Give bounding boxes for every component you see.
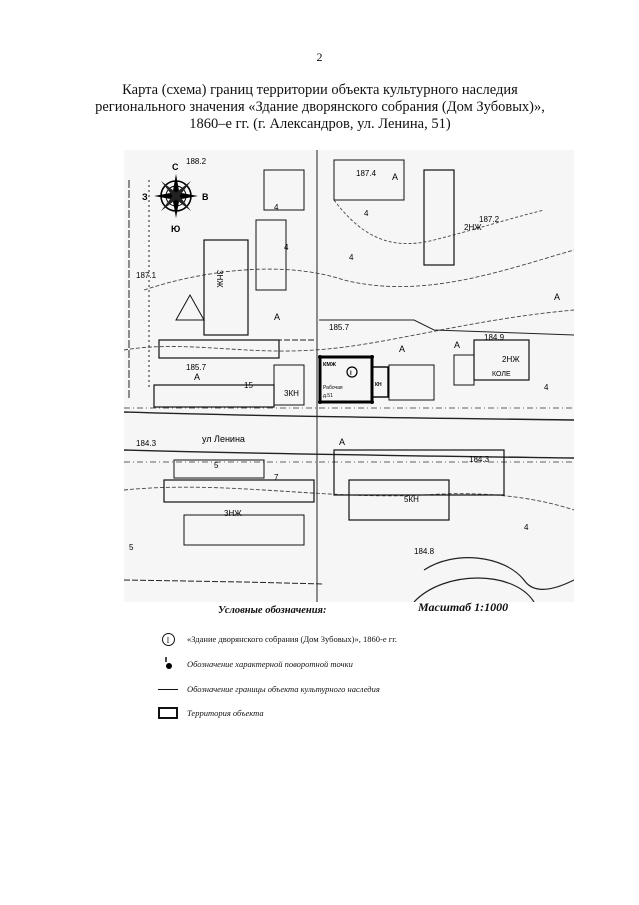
elevation-label: 188.2 [186,157,207,166]
elevation-label: 185.7 [329,323,350,332]
title-line-1: Карта (схема) границ территории объекта культурного наследия [122,82,518,98]
letter-label: А [339,437,346,447]
turning-point [318,400,322,404]
building-label: 5КН [404,495,419,504]
elevation-label: 184.9 [484,333,505,342]
document-title [60,82,580,133]
page-number: 2 [316,50,323,64]
elevation-label: 187.2 [479,215,500,224]
object-material-label: КМЖ [323,362,336,368]
elevation-label: 187.4 [356,169,377,178]
object-kn-label: КН [375,382,382,388]
legend-text: Территория объекта [187,708,264,718]
number-label: 5 [214,461,219,470]
building-label: 2НЖ [464,223,482,232]
building-label: 3КН [284,389,299,398]
legend-text: «Здание дворянского собрания (Дом Зубовых)», 1860-е гг. [187,634,397,644]
elevation-label: 187.1 [136,271,157,280]
compass-east-label: В [202,192,209,202]
number-label: 15 [244,381,253,390]
number-label: 4 [364,209,369,218]
turning-point [370,400,374,404]
legend-item-line [155,680,380,698]
territory-rect-symbol [158,707,178,719]
boundary-line-symbol [158,689,178,690]
legend-item-object [155,630,397,648]
number-label: 4 [524,523,529,532]
map-drawing [124,150,574,602]
elevation-label: 184.3 [136,439,157,448]
building-label: 3НЖ [215,270,224,288]
legend-title: Условные обозначения: [218,605,327,616]
letter-label: А [454,340,461,350]
letter-label: А [274,312,281,322]
elevation-label: 185.7 [186,363,207,372]
compass-south-label: Ю [171,224,181,234]
elevation-label: 184.8 [414,547,435,556]
number-label: 4 [284,243,289,252]
title-line-2: регионального значения «Здание дворянского собрания (Дом Зубовых)», [95,99,545,115]
elevation-label: 184.3 [469,455,490,464]
map-scale: Масштаб 1:1000 [418,600,509,614]
compass-west-label: З [142,192,148,202]
cadastral-map [124,150,574,602]
number-label: 4 [349,253,354,262]
legend-text: Обозначение границы объекта культурного наследия [187,684,380,694]
building-label: 2НЖ [502,355,520,364]
building-label: КОЛЕ [492,371,511,378]
letter-label: А [392,172,399,182]
title-line-3: 1860–е гг. (г. Александров, ул. Ленина, 51) [189,116,451,132]
number-label: 7 [274,473,279,482]
number-label: 4 [544,383,549,392]
compass-north-label: С [172,162,179,172]
legend-circle-symbol: I [162,633,175,646]
object-address-line-1: Рабочая [323,385,343,391]
turning-point [370,355,374,359]
turning-point-icon [162,657,174,671]
street-label: ул Ленина [202,434,245,444]
number-label: 4 [274,203,279,212]
legend-item-territory [155,704,264,722]
legend-text: Обозначение характерной поворотной точки [187,659,353,669]
letter-label: А [194,372,201,382]
letter-label: А [554,292,561,302]
legend-item-point [155,655,353,673]
letter-label: А [399,344,406,354]
object-marker-label: I [350,371,352,377]
turning-point [318,355,322,359]
building-label: 3НЖ [224,509,242,518]
number-label: 5 [129,543,134,552]
object-address-line-2: д.51 [323,393,333,399]
